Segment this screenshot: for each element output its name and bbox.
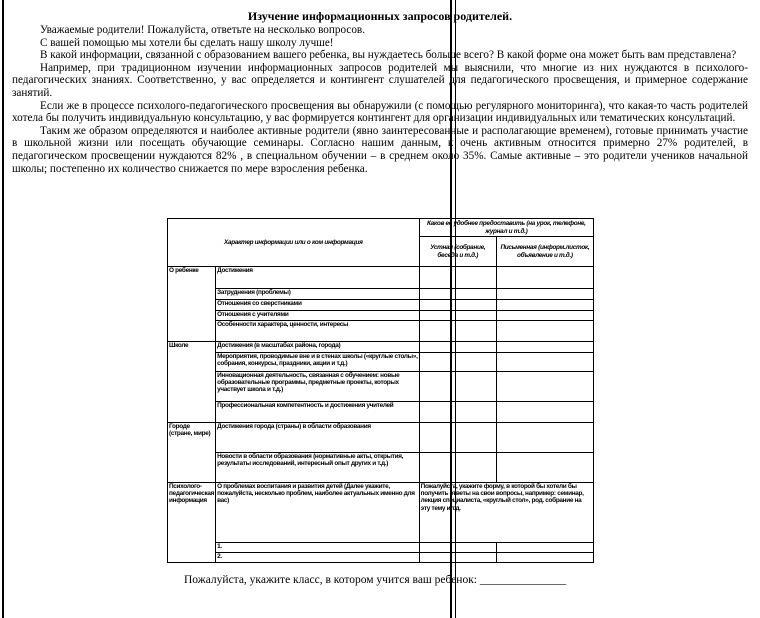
row-label: Особенности характера, ценности, интересы	[216, 321, 420, 342]
answer-cell-written[interactable]	[496, 300, 593, 311]
answer-cell-oral[interactable]	[419, 267, 496, 289]
answer-cell-written[interactable]	[496, 423, 593, 453]
answer-cell-written[interactable]	[496, 353, 593, 372]
row-label: Достижения (в масштабах района, города)	[216, 342, 420, 353]
psy-form-note: Пожалуйста, укажите форму, в которой бы хотели бы получить ответы на свои вопросы, например: семинар, лекция специалиста, «круглый стол», род. собрание на эту тему и т.д.	[419, 483, 593, 543]
group-child: О ребенке	[168, 267, 216, 342]
row-label: О проблемах воспитания и развития детей (Далее укажите, пожалуйста, несколько проблем, наиболее актуальных именно для вас)	[216, 483, 420, 543]
paragraph-4: Например, при традиционном изучении информационных запросов родителей мы выяснили, что многие из них нуждаются в психолого-педагогических знаниях. Соответственно, у вас определяется и контингент слушателей для педагогического просвещения, и примерное содержание занятий.	[12, 61, 748, 99]
row-label: Профессиональная компетентность и достижения учителей	[216, 402, 420, 423]
answer-cell-oral[interactable]	[419, 311, 496, 321]
answer-cell-oral[interactable]	[419, 543, 496, 553]
paragraph-6: Таким же образом определяются и наиболее активные родители (явно заинтересованные и располагающие временем), готовые принимать участие в школьной жизни или посещать обучающие семинары. Согласно нашим данным, к очень активным относится примерно 27% родителей, в педагогическом просвещении нуждаются 82% , в специальном обучении – в среднем около 35%. Самые активные – это родители учеников начальной школы; постепенно их количество снижается по мере взросления ребенка.	[12, 124, 748, 175]
answer-cell-written[interactable]	[496, 372, 593, 402]
answer-cell-written[interactable]	[496, 267, 593, 289]
row-label: Достижения	[216, 267, 420, 289]
answer-cell-written[interactable]	[496, 553, 593, 563]
paragraph-2: С вашей помощью мы хотели бы сделать нашу школу лучше!	[40, 36, 334, 49]
answer-cell-written[interactable]	[496, 453, 593, 483]
row-label: Отношения с учителями	[216, 311, 420, 321]
header-written: Письменная (информ.листок, объявление и т.д.)	[496, 237, 593, 267]
header-oral: Устная (собрание, беседа и т.д.)	[419, 237, 496, 267]
answer-cell-oral[interactable]	[419, 402, 496, 423]
class-question[interactable]: Пожалуйста, укажите класс, в котором учится ваш ребенок: _______________	[184, 574, 567, 586]
answer-cell-oral[interactable]	[419, 553, 496, 563]
row-label: Мероприятия, проводимые вне и в стенах школы («круглые столы», собрания, конкурсы, праздники, акции и т.д.)	[216, 353, 420, 372]
survey-table	[167, 218, 594, 563]
answer-cell-written[interactable]	[496, 289, 593, 300]
answer-cell-oral[interactable]	[419, 321, 496, 342]
problem-row-2[interactable]: 2.	[216, 553, 420, 563]
header-form: Каков ее удобнее предоставить (на урок, телефоне, журнал и т.д.)	[419, 219, 593, 237]
row-label: Инновационная деятельность, связанная с обучением: новые образовательные программы, предметные проекты, которых участвует школа и т.д.)	[216, 372, 420, 402]
header-character: Характер информации или о ком информация	[168, 219, 420, 267]
answer-cell-oral[interactable]	[419, 300, 496, 311]
answer-cell-written[interactable]	[496, 311, 593, 321]
answer-cell-oral[interactable]	[419, 423, 496, 453]
answer-cell-oral[interactable]	[419, 453, 496, 483]
group-school: Школе	[168, 342, 216, 423]
answer-cell-oral[interactable]	[419, 372, 496, 402]
page-left-border	[2, 0, 4, 618]
answer-cell-oral[interactable]	[419, 342, 496, 353]
document-body	[12, 10, 748, 175]
row-label: Достижения города (страны) в области образования	[216, 423, 420, 453]
row-label: Отношения со сверстниками	[216, 300, 420, 311]
answer-cell-written[interactable]	[496, 342, 593, 353]
group-city: Городе (стране, мире)	[168, 423, 216, 483]
row-label: Новости в области образования (нормативные акты, открытия, результаты исследований, интересный опыт других и т.д.)	[216, 453, 420, 483]
answer-cell-oral[interactable]	[419, 289, 496, 300]
paragraph-5: Если же в процессе психолого-педагогического просвещения вы обнаружили (с помощью регулярного мониторинга), что какая-то часть родителей хотела бы получить индивидуальную консультацию, у вас формируется контингент для организации индивидуальных или тематических консультаций.	[12, 99, 748, 125]
row-label: Затруднения (проблемы)	[216, 289, 420, 300]
answer-cell-written[interactable]	[496, 321, 593, 342]
group-psychology: Психолого-педагогическая информация	[168, 483, 216, 563]
paragraph-3: В какой информации, связанной с образованием вашего ребенка, вы нуждаетесь больше всего? В какой форме она может быть вам представлена?	[40, 49, 737, 62]
document-title: Изучение информационных запросов родителей.	[247, 9, 513, 23]
answer-cell-written[interactable]	[496, 402, 593, 423]
answer-cell-written[interactable]	[496, 543, 593, 553]
problem-row-1[interactable]: 1.	[216, 543, 420, 553]
answer-cell-oral[interactable]	[419, 353, 496, 372]
paragraph-1: Уважаемые родители! Пожалуйста, ответьте на несколько вопросов.	[40, 24, 365, 36]
